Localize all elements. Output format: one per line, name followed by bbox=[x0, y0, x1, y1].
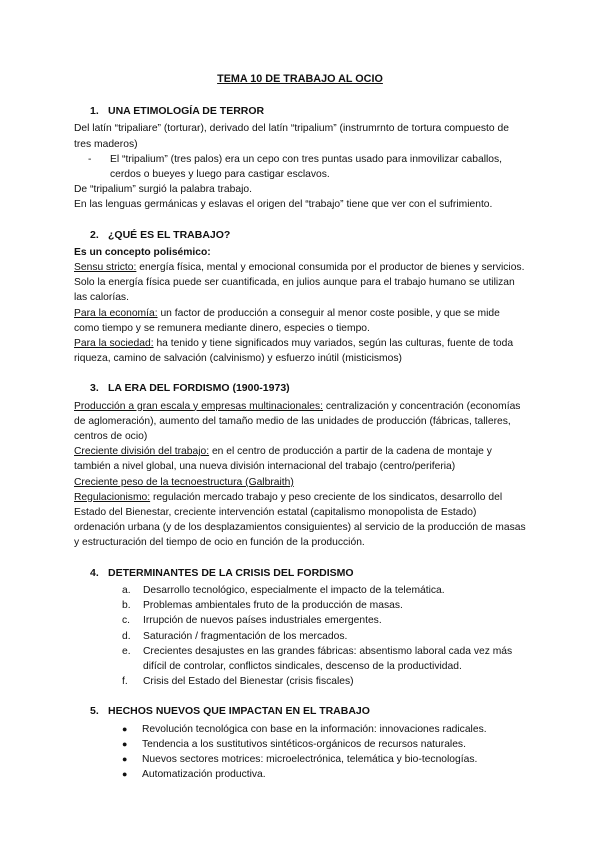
section-heading bbox=[90, 704, 526, 719]
list-item bbox=[74, 598, 526, 613]
bold-line: Es un concepto polisémico: bbox=[74, 246, 211, 258]
list-item-text: Automatización productiva. bbox=[142, 769, 266, 781]
list-marker: d. bbox=[122, 630, 131, 642]
paragraph: Del latín “tripaliare” (torturar), derivado del latín “tripalium” (instrumrnto de tortura compuesto de tres maderos) bbox=[74, 123, 509, 150]
section-heading bbox=[90, 228, 526, 243]
definition-paragraph bbox=[74, 306, 526, 336]
list-item bbox=[74, 613, 526, 628]
paragraph: De “tripalium” surgió la palabra trabajo. bbox=[74, 184, 252, 196]
list-item bbox=[74, 644, 526, 674]
list-item-text: Saturación / fragmentación de los mercados. bbox=[143, 630, 348, 642]
definition-paragraph bbox=[74, 475, 526, 490]
section-title: UNA ETIMOLOGÍA DE TERROR bbox=[108, 105, 265, 118]
section-title: LA ERA DEL FORDISMO (1900-1973) bbox=[108, 382, 290, 395]
list-item bbox=[74, 767, 526, 782]
definition-label: Sensu stricto: bbox=[74, 262, 137, 274]
section-title: HECHOS NUEVOS QUE IMPACTAN EN EL TRABAJO bbox=[108, 705, 370, 718]
definition-label: Regulacionismo: bbox=[74, 491, 151, 503]
definition-text: energía física, mental y emocional consumida por el productor de bienes y servicios. Solo la energía física puede ser cuantificada, en julios aunque para el trabajo humano se utilizan las calorías. bbox=[74, 262, 525, 304]
lettered-list bbox=[74, 583, 526, 689]
list-item-text: Irrupción de nuevos países industriales emergentes. bbox=[143, 615, 382, 627]
section-number: 5. bbox=[90, 705, 99, 718]
paragraph: En las lenguas germánicas y eslavas el origen del “trabajo” tiene que ver con el sufrimiento. bbox=[74, 199, 493, 211]
section-heading bbox=[90, 104, 526, 119]
section-title: ¿QUÉ ES EL TRABAJO? bbox=[108, 228, 231, 241]
list-marker: e. bbox=[122, 645, 131, 657]
bullet-list bbox=[74, 722, 526, 783]
list-item bbox=[74, 674, 526, 689]
section-number: 3. bbox=[90, 382, 99, 395]
list-item bbox=[74, 752, 526, 767]
bullet-icon: ● bbox=[122, 753, 128, 764]
page-title: TEMA 10 DE TRABAJO AL OCIO bbox=[217, 73, 383, 85]
section-fordism bbox=[74, 381, 526, 550]
definition-label: Producción a gran escala y empresas multinacionales: bbox=[74, 400, 323, 412]
list-item-text: Desarrollo tecnológico, especialmente el impacto de la telemática. bbox=[143, 584, 445, 596]
list-marker: a. bbox=[122, 584, 131, 596]
section-etymology bbox=[74, 104, 526, 212]
list-item-text: Revolución tecnológica con base en la información: innovaciones radicales. bbox=[142, 723, 487, 735]
definition-text: ha tenido y tiene significados muy variados, según las culturas, fuente de toda riqueza, camino de salvación (calvinismo) y esfuerzo inútil (misticismos) bbox=[74, 338, 514, 365]
section-what-is-work bbox=[74, 228, 526, 367]
document-page bbox=[74, 72, 526, 797]
definition-text: centralización y concentración (economías de aglomeración), aumento del tamaño medio de las unidades de producción (fábricas, talleres, centros de ocio) bbox=[74, 400, 521, 443]
section-heading bbox=[90, 381, 526, 396]
section-number: 2. bbox=[90, 228, 99, 241]
list-item-text: Tendencia a los sustitutivos sintéticos-orgánicos de recursos naturales. bbox=[142, 738, 466, 750]
list-item-text: Crisis del Estado del Bienestar (crisis fiscales) bbox=[143, 676, 354, 688]
section-heading bbox=[90, 566, 526, 581]
dash-list bbox=[74, 152, 526, 182]
definition-label: Creciente peso de la tecnoestructura (Galbraith) bbox=[74, 476, 294, 488]
definition-paragraph bbox=[74, 260, 526, 306]
list-item bbox=[74, 629, 526, 644]
list-item-text: El “tripalium” (tres palos) era un cepo con tres puntas usado para inmovilizar caballos, cerdos o bueyes y luego para castigar esclavos. bbox=[110, 153, 503, 181]
definition-paragraph bbox=[74, 444, 526, 474]
definition-label: Para la sociedad: bbox=[74, 338, 154, 350]
bullet-icon: ● bbox=[122, 769, 128, 780]
list-item-text: Nuevos sectores motrices: microelectrónica, telemática y bio-tecnologías. bbox=[142, 753, 478, 765]
definition-label: Para la economía: bbox=[74, 307, 158, 319]
definition-text: en el centro de producción a partir de la cadena de montaje y también a nivel global, una nueva división internacional del trabajo (centro/periferia) bbox=[74, 446, 492, 473]
list-item-text: Crecientes desajustes en las grandes fábricas: absentismo laboral cada vez más difícil de controlar, conflictos sindicales, descenso de la productividad. bbox=[143, 645, 513, 672]
definition-text: regulación mercado trabajo y peso creciente de los sindicatos, desarrollo del Estado del Bienestar, creciente intervención estatal (capitalismo monopolista de Estado) ordenación urbana (y de los desplazamientos consiguientes) al servicio de la producción de masas y estructuración del tiempo de ocio en función de la producción. bbox=[74, 491, 526, 549]
list-item bbox=[74, 152, 526, 182]
section-number: 4. bbox=[90, 566, 99, 579]
dash-marker: - bbox=[88, 153, 92, 165]
definition-paragraph bbox=[74, 490, 526, 551]
list-marker: c. bbox=[122, 615, 131, 627]
list-marker: f. bbox=[122, 676, 128, 688]
bullet-icon: ● bbox=[122, 738, 128, 749]
definition-label: Creciente división del trabajo: bbox=[74, 446, 210, 458]
list-item-text: Problemas ambientales fruto de la producción de masas. bbox=[143, 600, 403, 612]
section-fordism-crisis bbox=[74, 566, 526, 690]
list-item bbox=[74, 583, 526, 598]
list-marker: b. bbox=[122, 600, 131, 612]
definition-paragraph bbox=[74, 336, 526, 366]
section-number: 1. bbox=[90, 105, 99, 118]
list-item bbox=[74, 722, 526, 737]
bullet-icon: ● bbox=[122, 723, 128, 734]
definition-text: un factor de producción a conseguir al menor coste posible, y que se mide como tiempo y se remunera mediante dinero, especies o tiempo. bbox=[74, 307, 500, 334]
section-new-facts bbox=[74, 704, 526, 782]
list-item bbox=[74, 737, 526, 752]
section-title: DETERMINANTES DE LA CRISIS DEL FORDISMO bbox=[108, 566, 354, 579]
definition-paragraph bbox=[74, 399, 526, 445]
